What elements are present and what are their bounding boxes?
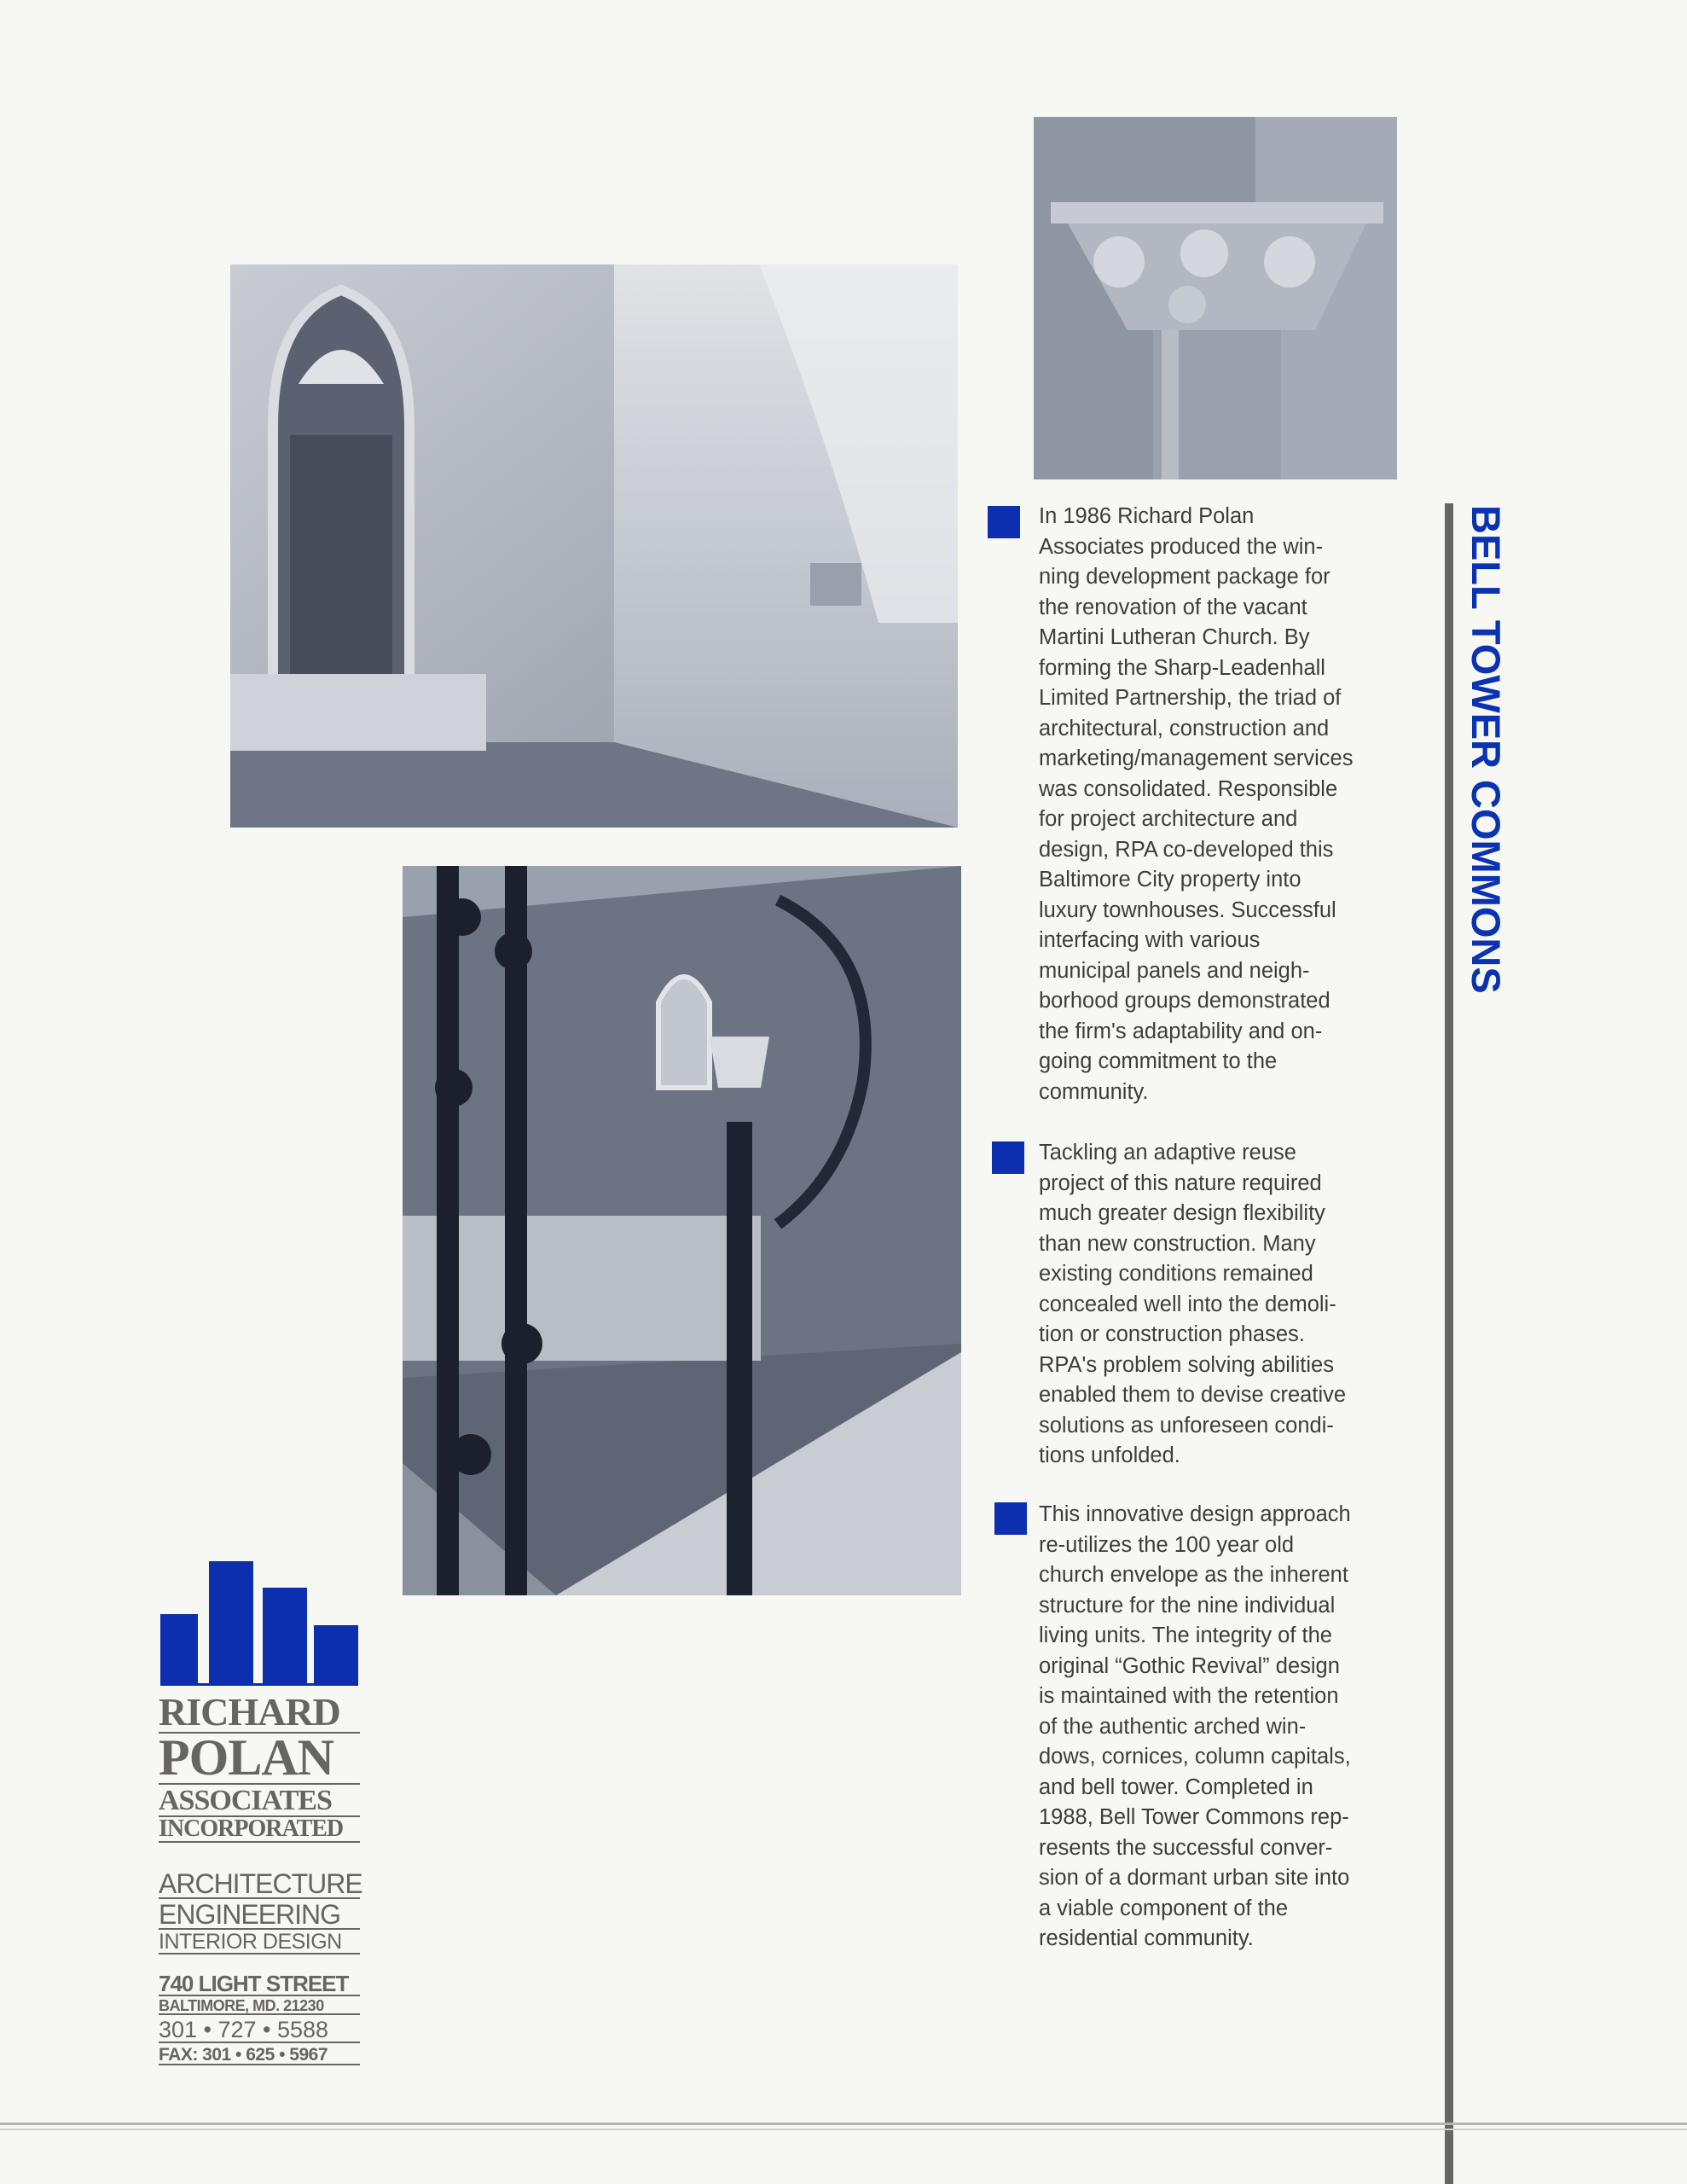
logo-name-line: RICHARD [159,1693,360,1734]
photo-interior-gothic-window [230,264,958,828]
paragraph-design-approach: This innovative design approach re-utilizes the 100 year old church envelope as the inherent structure for the nine individual living units. The integrity of the original “Gothic Revival” design is maintained with the retention of the authentic arched win- dows, cornices, column capitals, and bell tower. Completed in 1988, Bell Tower Commons rep- resents the successful conver- sion of a dormant urban site into a viable component of the residential community. [1039,1502,1351,1950]
paragraph-adaptive-reuse: Tackling an adaptive reuse project of this nature required much greater design flexibility than new construction. Many existing conditions remained concealed well into the demoli- tion or construction phases. RPA's problem solving abilities enabled them to devise creative solutions as unforeseen condi- tions unfolded. [1039,1141,1347,1467]
address-fax: FAX: 301 • 625 • 5967 [159,2046,360,2065]
logo-bar [314,1625,358,1684]
vertical-divider [1445,503,1453,2184]
paragraph-history: In 1986 Richard Polan Associates produced the win- ning development package for the renovation of the vacant Martini Lutheran Church. By forming the Sharp-Leadenhall Limited Partnership, the triad of architectural, construction and marketing/management services was consolidated. Responsible for project architecture and design, RPA co-developed this Baltimore City property into luxury townhouses. Successful interfacing with various municipal panels and neigh- borhood groups demonstrated the firm's adaptability and on- going commitment to the community. [1039,504,1354,1104]
photo-courtyard-lamp [403,866,961,1595]
service-line: ENGINEERING [159,1901,360,1930]
logo-name-line: ASSOCIATES [159,1786,360,1817]
bullet-marker [988,506,1020,538]
service-line: INTERIOR DESIGN [159,1931,360,1955]
logo-bar [160,1614,198,1684]
page-title: BELL TOWER COMMONS [1464,505,1509,994]
address-street: 740 LIGHT STREET [159,1972,360,1996]
bullet-marker [994,1502,1027,1535]
photo-column-capital [1034,117,1397,479]
logo-baseline [160,1683,358,1686]
logo-name-line: POLAN [159,1732,360,1785]
logo-bar [263,1588,307,1684]
service-line: ARCHITECTURE [159,1868,362,1899]
address-city: BALTIMORE, MD. 21230 [159,1998,360,2015]
logo-name-line: INCORPORATED [159,1817,360,1843]
logo-bar [209,1561,253,1684]
footer-rule [0,2129,1687,2130]
footer-rule [0,2123,1687,2125]
bullet-marker [992,1141,1024,1174]
address-phone: 301 • 727 • 5588 [159,2018,360,2043]
